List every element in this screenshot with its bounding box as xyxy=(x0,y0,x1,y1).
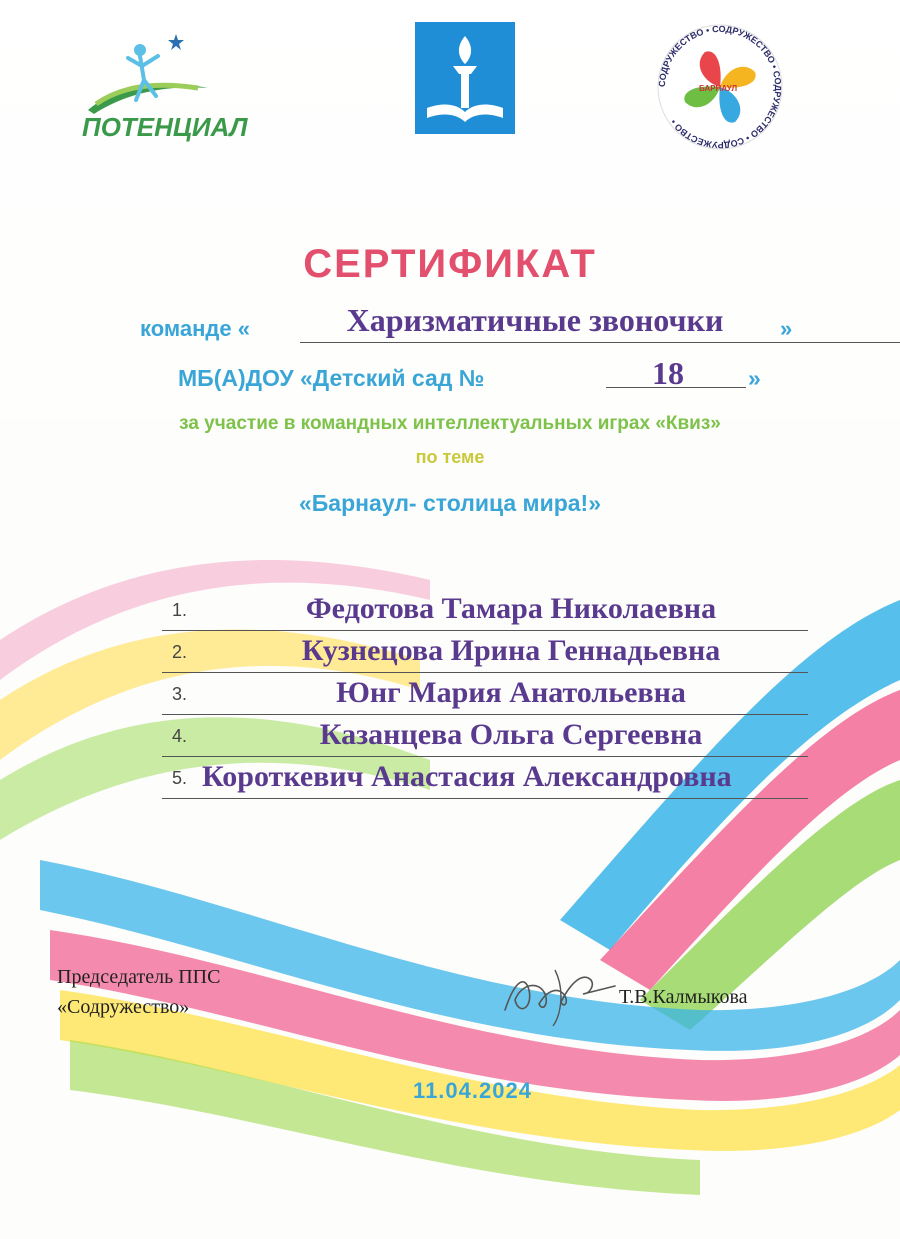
list-item xyxy=(162,634,862,676)
topic-title: «Барнаул- столица мира!» xyxy=(298,490,602,516)
member-number: 3. xyxy=(172,684,188,704)
signer-position xyxy=(57,962,220,1022)
member-number: 5. xyxy=(172,768,188,788)
list-item xyxy=(162,592,862,634)
members-list xyxy=(162,592,862,802)
member-name: Казанцева Ольга Сергеевна xyxy=(319,718,703,751)
signer-name: Т.В.Калмыкова xyxy=(619,986,748,1008)
member-number: 2. xyxy=(172,642,188,662)
member-number: 1. xyxy=(172,600,188,620)
signer-position-line1: Председатель ППС xyxy=(57,966,221,988)
member-underline xyxy=(162,672,808,673)
school-close-quote: » xyxy=(748,365,761,391)
member-underline xyxy=(162,798,808,799)
member-number: 4. xyxy=(172,726,188,746)
team-name: Харизматичные звоночки xyxy=(346,302,724,338)
torch-book-emblem xyxy=(415,22,515,134)
sodruzhestvo-logo xyxy=(655,22,785,152)
signer-position-line2: «Содружество» xyxy=(57,996,190,1018)
potential-logo-text: ПОТЕНЦИАЛ xyxy=(82,112,248,142)
member-name: Кузнецова Ирина Геннадьевна xyxy=(301,634,721,667)
school-lead-label: МБ(А)ДОУ «Детский сад № xyxy=(178,365,485,391)
member-underline xyxy=(162,756,808,757)
member-name: Юнг Мария Анатольевна xyxy=(336,676,686,709)
school-number: 18 xyxy=(652,355,684,391)
handwritten-signature xyxy=(495,960,625,1030)
list-item xyxy=(162,760,862,802)
potential-logo xyxy=(78,30,248,150)
list-item xyxy=(162,676,862,718)
issue-date: 11.04.2024 xyxy=(413,1078,532,1103)
team-underline xyxy=(300,342,900,343)
member-underline xyxy=(162,714,808,715)
runner-star-icon xyxy=(78,30,218,120)
topic-lead-text: по теме xyxy=(415,447,485,467)
member-name: Короткевич Анастасия Александровна xyxy=(202,760,732,793)
sodruzhestvo-center-text: БАРНАУЛ xyxy=(699,84,738,93)
member-name: Федотова Тамара Николаевна xyxy=(305,592,717,625)
school-underline xyxy=(606,387,746,388)
school-row xyxy=(178,355,778,395)
team-row xyxy=(140,302,800,346)
team-lead-label: команде « xyxy=(140,316,250,341)
list-item xyxy=(162,718,862,760)
sodruzhestvo-ring-text: СОДРУЖЕСТВО • СОДРУЖЕСТВО • СОДРУЖЕСТВО • СОДРУЖЕСТВО • xyxy=(656,23,784,151)
member-underline xyxy=(162,630,808,631)
certificate-title: СЕРТИФИКАТ xyxy=(303,242,597,286)
team-close-quote: » xyxy=(780,316,793,341)
participation-text: за участие в командных интеллектуальных играх «Квиз» xyxy=(179,413,721,434)
